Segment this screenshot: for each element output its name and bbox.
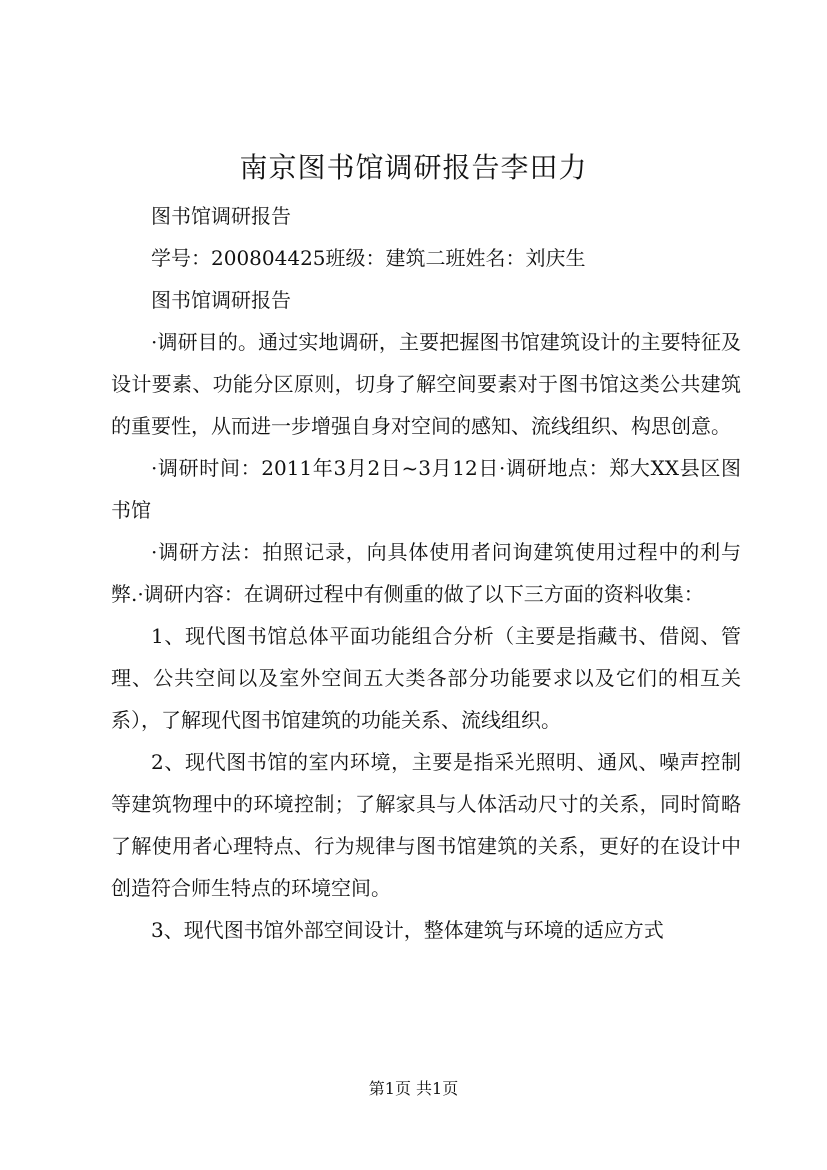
page-footer: 第1页 共1页 bbox=[368, 1079, 459, 1098]
paragraph-item-2: 2、现代图书馆的室内环境，主要是指采光照明、通风、噪声控制等建筑物理中的环境控制；了解家具与人体活动尺寸的关系，同时简略了解使用者心理特点、行为规律与图书馆建筑的关系，更好的在设计中创造符合师生特点的环境空间。 bbox=[111, 750, 741, 900]
paragraph-item-3: 3、现代图书馆外部空间设计，整体建筑与环境的适应方式 bbox=[151, 918, 664, 942]
paragraph-purpose: ·调研目的。通过实地调研，主要把握图书馆建筑设计的主要特征及设计要素、功能分区原则，切身了解空间要素对于图书馆这类公共建筑的重要性，从而进一步增强自身对空间的感知、流线组织、构思创意。 bbox=[111, 330, 741, 438]
paragraph-student-info: 学号：200804425班级：建筑二班姓名：刘庆生 bbox=[151, 246, 586, 270]
document-title: 南京图书馆调研报告李田力 bbox=[239, 151, 588, 184]
paragraph-time-location: ·调研时间：2011年3月2日~3月12日·调研地点：郑大XX县区图书馆 bbox=[111, 456, 741, 522]
paragraph-report-heading-repeat: 图书馆调研报告 bbox=[151, 288, 291, 312]
paragraph-item-1: 1、现代图书馆总体平面功能组合分析（主要是指藏书、借阅、管理、公共空间以及室外空间五大类各部分功能要求以及它们的相互关系），了解现代图书馆建筑的功能关系、流线组织。 bbox=[111, 624, 741, 732]
paragraph-report-heading: 图书馆调研报告 bbox=[151, 204, 291, 228]
paragraph-method-content: ·调研方法：拍照记录，向具体使用者问询建筑使用过程中的利与弊.·调研内容：在调研过程中有侧重的做了以下三方面的资料收集： bbox=[111, 540, 741, 606]
document-body bbox=[111, 195, 741, 951]
